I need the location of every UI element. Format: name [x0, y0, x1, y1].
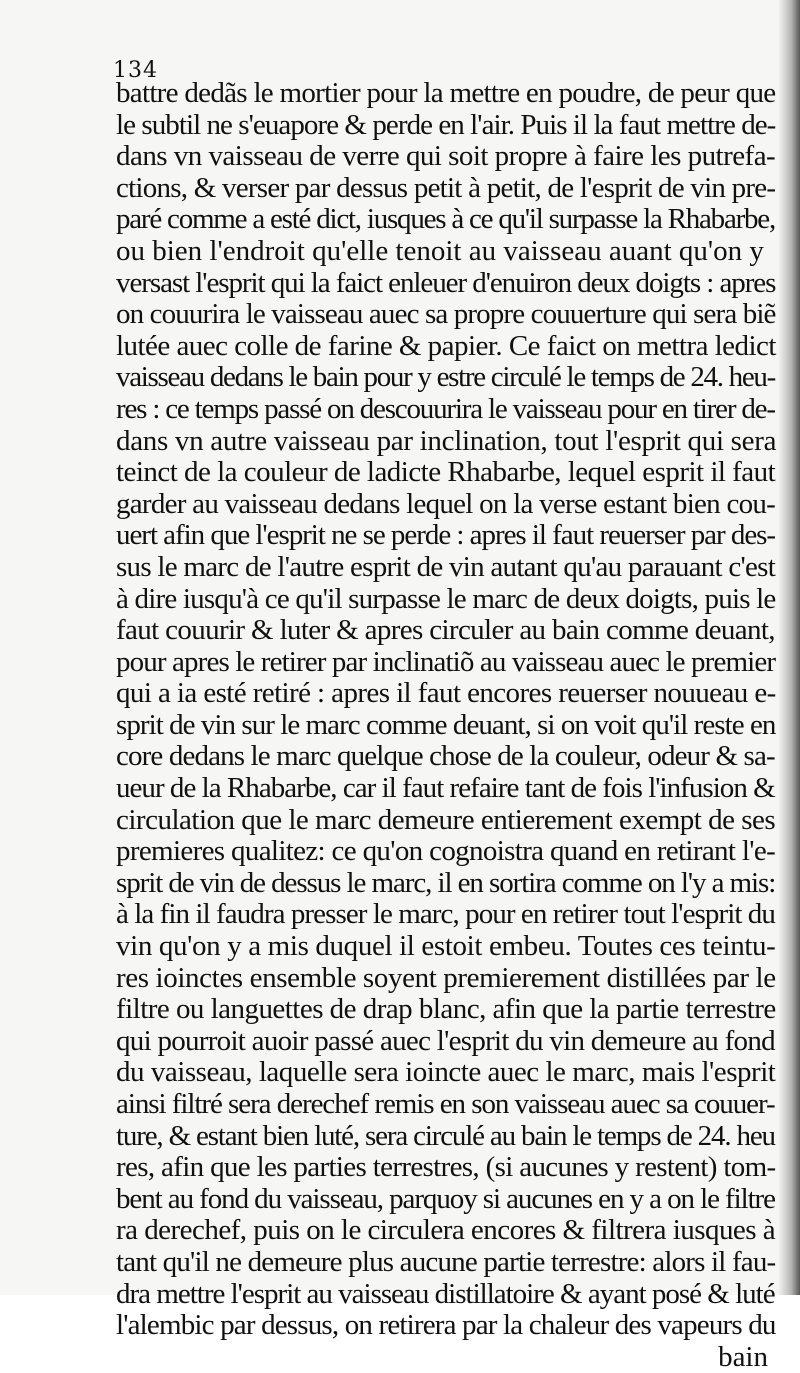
text-line: dans vn autre vaisseau par inclination, tout l'esprit qui sera	[116, 424, 777, 457]
page-number: 134	[113, 58, 158, 83]
text-line: premieres qualitez: ce qu'on cognoistra quand en retirant l'e-	[116, 835, 776, 868]
text-line: vin qu'on y a mis duquel il estoit embeu. Toutes ces teintu-	[116, 930, 776, 963]
text-line: ctions, & verser par dessus petit à petit, de l'esprit de vin pre-	[116, 171, 776, 204]
text-line: qui a ia esté retiré : apres il faut encores reuerser nouueau e-	[116, 677, 776, 710]
text-line: dans vn vaisseau de verre qui soit propre à faire les putrefa-	[116, 140, 776, 173]
text-line: filtre ou languettes de drap blanc, afin que la partie terrestre	[116, 993, 776, 1026]
text-line: ainsi filtré sera derechef remis en son vaisseau auec sa couuer-	[116, 1088, 775, 1120]
text-line: à la fin il faudra presser le marc, pour en retirer tout l'esprit du	[116, 898, 775, 931]
text-line: vaisseau dedans le bain pour y estre circulé le temps de 24. heu-	[116, 361, 775, 394]
text-line: lutée auec colle de farine & papier. Ce faict on mettra ledict	[116, 329, 776, 362]
text-line: versast l'esprit qui la faict enleuer d'enuiron deux doigts : apres	[116, 266, 776, 299]
text-line: teinct de la couleur de ladicte Rhabarbe, lequel esprit il faut	[116, 456, 776, 489]
text-line: battre dedãs le mortier pour la mettre en poudre, de peur que	[116, 77, 776, 109]
text-line: sprit de vin de dessus le marc, il en sortira comme on l'y a mis:	[116, 866, 776, 899]
text-line: ueur de la Rhabarbe, car il faut refaire tant de fois l'infusion &	[116, 772, 775, 805]
text-line: le subtil ne s'euapore & perde en l'air. Puis il la faut mettre de-	[116, 108, 776, 141]
text-line: pour apres le retirer par inclinatiõ au vaisseau auec le premier	[116, 645, 776, 678]
text-line: qui pourroit auoir passé auec l'esprit du vin demeure au fond	[116, 1024, 775, 1057]
text-line: core dedans le marc quelque chose de la couleur, odeur & sa-	[116, 740, 775, 773]
text-line: sus le marc de l'autre esprit de vin autant qu'au parauant c'est	[116, 550, 776, 583]
text-line: circulation que le marc demeure entierement exempt de ses	[116, 803, 776, 836]
text-line: ou bien l'endroit qu'elle tenoit au vaisseau auant qu'on y	[116, 234, 764, 267]
text-line: sprit de vin sur le marc comme deuant, si on voit qu'il reste en	[116, 708, 776, 741]
text-line: garder au vaisseau dedans lequel on la verse estant bien cou-	[116, 487, 776, 520]
text-line: ture, & estant bien luté, sera circulé au bain le temps de 24. heu	[116, 1119, 775, 1152]
text-line: dra mettre l'esprit au vaisseau distillatoire & ayant posé & luté	[116, 1277, 775, 1310]
text-line: res ioinctes ensemble soyent premierement distillées par le	[116, 961, 776, 994]
text-line: res : ce temps passé on descouurira le vaisseau pour en tirer de-	[116, 392, 775, 425]
text-line: bain	[718, 1340, 768, 1373]
page-gutter-shadow	[778, 0, 800, 1295]
text-line: uert afin que l'esprit ne se perde : apres il faut reuerser par des-	[116, 519, 776, 552]
text-line: res, afin que les parties terrestres, (si aucunes y restent) tom-	[116, 1151, 776, 1184]
text-line: ra derechef, puis on le circulera encores & filtrera iusques à	[116, 1214, 776, 1247]
text-line: l'alembic par dessus, on retirera par la chaleur des vapeurs du	[116, 1309, 776, 1342]
body-text	[116, 78, 776, 1373]
text-line: paré comme a esté dict, iusques à ce qu'il surpasse la Rhabarbe,	[116, 203, 775, 236]
text-line: faut couurir & luter & apres circuler au bain comme deuant,	[116, 614, 775, 647]
text-line: on couurira le vaisseau auec sa propre couuerture qui sera biẽ	[116, 298, 776, 331]
text-line: à dire iusqu'à ce qu'il surpasse le marc de deux doigts, puis le	[116, 582, 776, 615]
text-line: tant qu'il ne demeure plus aucune partie terrestre: alors il fau-	[116, 1245, 776, 1278]
text-line: bent au fond du vaisseau, parquoy si aucunes en y a on le filtre	[116, 1182, 775, 1215]
text-line: du vaisseau, laquelle sera ioincte auec le marc, mais l'esprit	[116, 1056, 776, 1089]
